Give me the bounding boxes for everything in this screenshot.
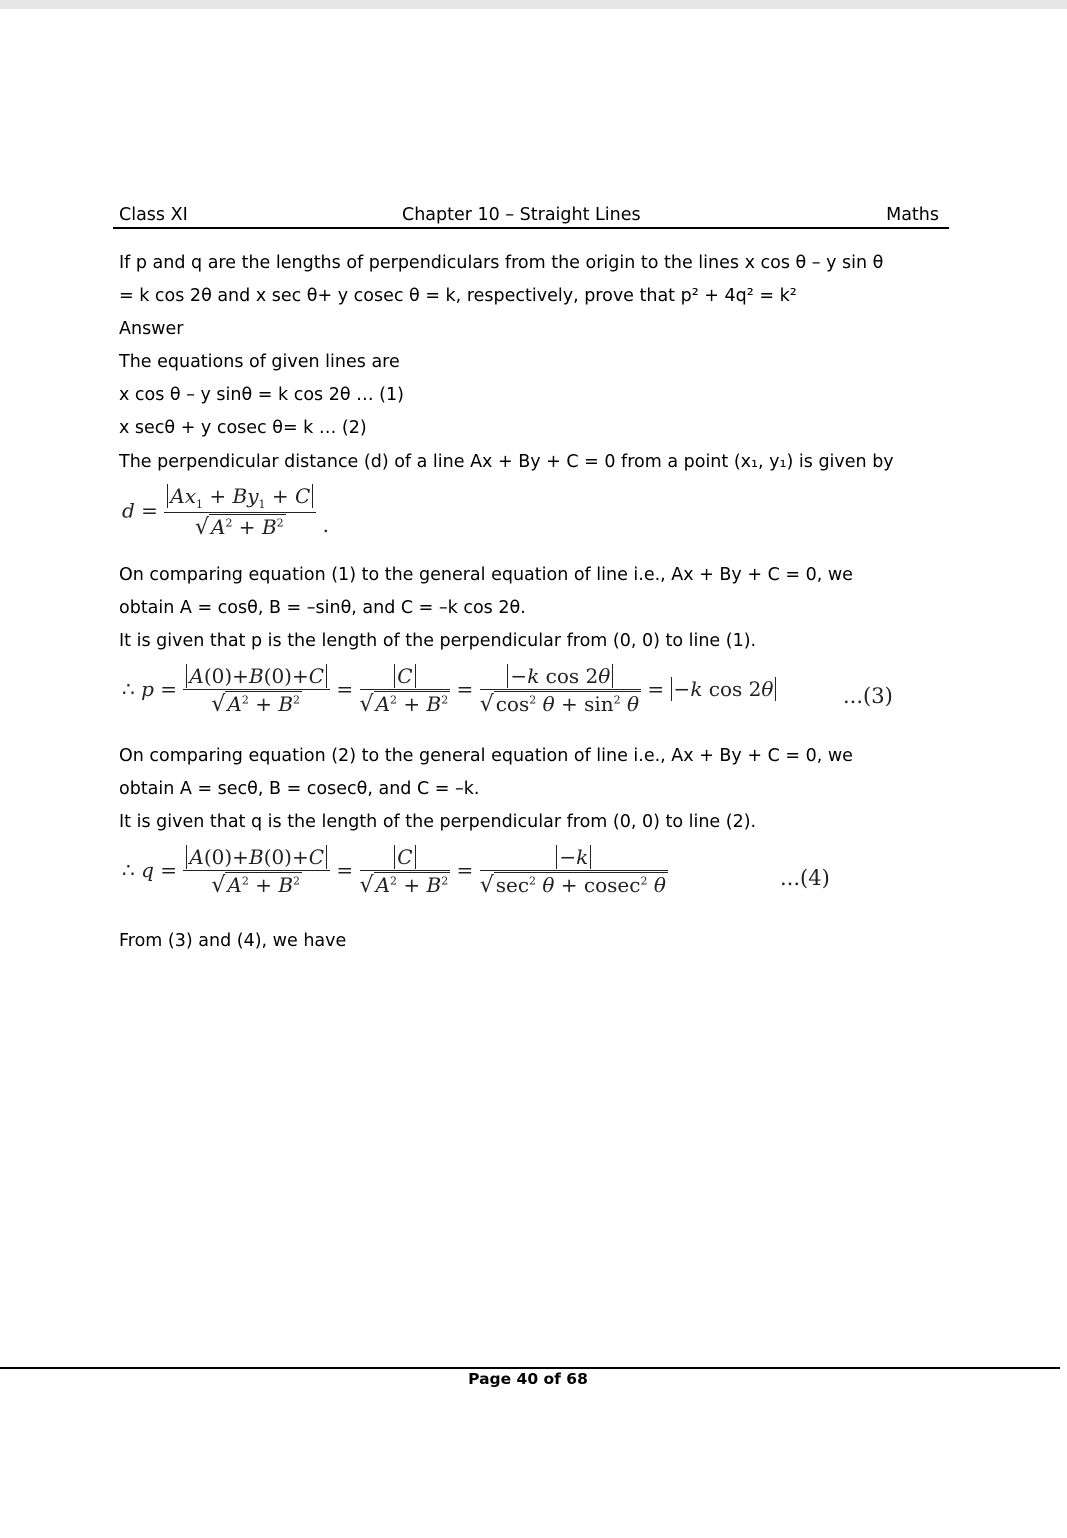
header-rule <box>113 227 949 229</box>
given-p-text: It is given that p is the length of the perpendicular from (0, 0) to line (1). <box>119 631 757 651</box>
given-lines-text: The equations of given lines are <box>119 352 400 372</box>
page-header <box>119 205 949 227</box>
from-3-4-text: From (3) and (4), we have <box>119 931 347 951</box>
q-formula: ∴ q = $\frac{A(0)+B(0)+C}{√ A^2 + B^2}$ = $\frac{C}{√ A^2 + B^2}$ = $\frac{-k}{√ \sec^2 \theta + cosec^2 \theta}$ <box>122 845 666 898</box>
answer-label: Answer <box>119 319 184 339</box>
equation-2: x secθ + y cosec θ= k … (2) <box>119 418 367 438</box>
distance-formula: d = $\frac{Ax_1 + By_1 + C}{√ A^2 + B^2}$ . <box>122 484 330 540</box>
q-equation-number: ...(4) <box>780 866 830 890</box>
p-equation-number: ...(3) <box>843 684 893 708</box>
compare2-line-a: On comparing equation (2) to the general equation of line i.e., Ax + By + C = 0, we <box>119 746 853 766</box>
header-subject: Maths <box>886 205 939 225</box>
compare2-line-b: obtain A = secθ, B = cosecθ, and C = –k. <box>119 779 480 799</box>
question-line-1: If p and q are the lengths of perpendiculars from the origin to the lines x cos θ – y sin θ <box>119 253 884 273</box>
header-chapter: Chapter 10 – Straight Lines <box>402 205 641 225</box>
header-class: Class XI <box>119 205 188 225</box>
compare1-line-b: obtain A = cosθ, B = –sinθ, and C = –k cos 2θ. <box>119 598 526 618</box>
question-line-2: = k cos 2θ and x sec θ+ y cosec θ = k, respectively, prove that p² + 4q² = k² <box>119 286 797 306</box>
compare1-line-a: On comparing equation (1) to the general equation of line i.e., Ax + By + C = 0, we <box>119 565 853 585</box>
equation-1: x cos θ – y sinθ = k cos 2θ … (1) <box>119 385 404 405</box>
footer-rule <box>0 1367 1060 1369</box>
distance-text: The perpendicular distance (d) of a line Ax + By + C = 0 from a point (x₁, y₁) is given by <box>119 452 894 472</box>
given-q-text: It is given that q is the length of the perpendicular from (0, 0) to line (2). <box>119 812 757 832</box>
p-formula: ∴ p = $\frac{A(0)+B(0)+C}{√ A^2 + B^2}$ = $\frac{C}{√ A^2 + B^2}$ = $\frac{\text{−k cos 2θ}}{√ \cos^2 \theta + \sin^2 \theta}$ = −k cos 2θ <box>122 664 776 717</box>
top-bar <box>0 0 1067 9</box>
page-number: Page 40 of 68 <box>468 1370 588 1388</box>
